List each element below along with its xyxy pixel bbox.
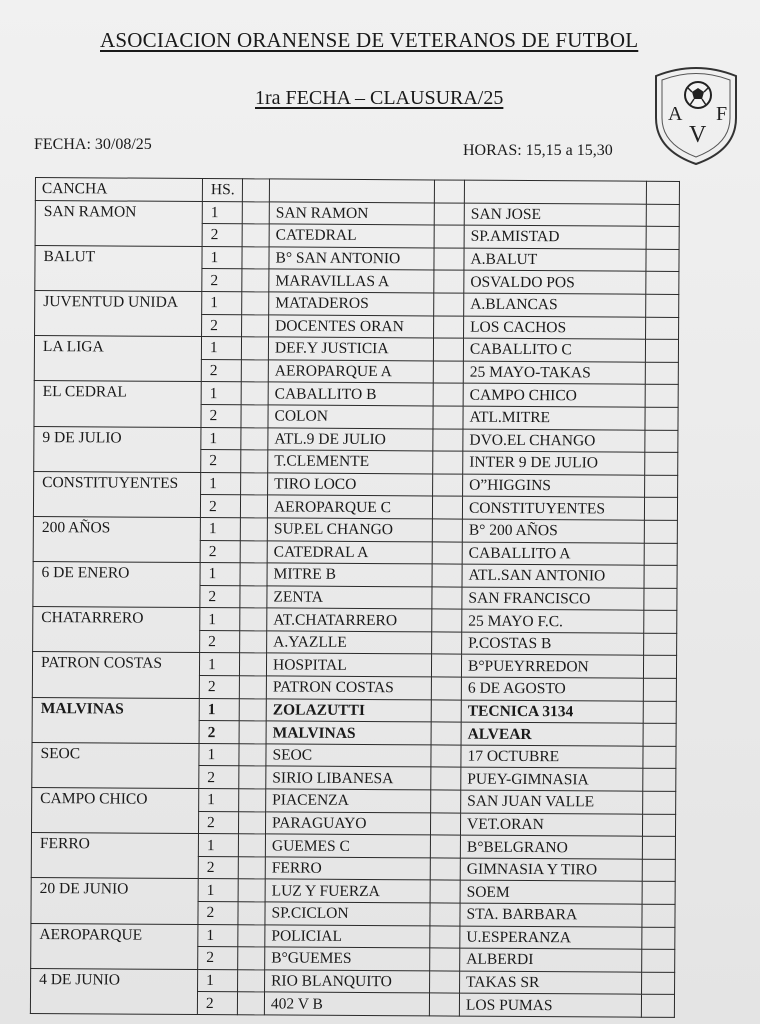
blank-cell <box>644 520 677 543</box>
blank-cell <box>241 450 268 473</box>
away-team-cell: P.COSTAS B <box>462 632 644 656</box>
blank-cell <box>238 924 265 947</box>
blank-cell <box>644 611 677 634</box>
afv-logo <box>648 58 744 168</box>
venue-cell: AEROPARQUE <box>31 923 198 969</box>
blank-cell <box>434 180 464 203</box>
blank-cell <box>642 927 675 950</box>
soccer-ball-icon <box>685 82 711 108</box>
blank-cell <box>643 769 676 792</box>
blank-cell <box>430 948 460 971</box>
away-team-cell: INTER 9 DE JULIO <box>463 451 645 475</box>
home-team-cell: AEROPARQUE C <box>267 495 432 519</box>
blank-cell <box>241 405 268 428</box>
home-team-cell: CABALLITO B <box>268 382 433 406</box>
blank-cell <box>432 519 462 542</box>
document-title: ASOCIACION ORANENSE DE VETERANOS DE FUTBOL <box>100 28 639 52</box>
blank-cell <box>464 180 646 204</box>
hour-cell: 2 <box>202 314 242 337</box>
hour-cell: 1 <box>199 653 239 676</box>
hour-cell: 2 <box>202 224 242 247</box>
home-team-cell: B°GUEMES <box>265 947 430 971</box>
venue-cell: 4 DE JUNIO <box>30 968 197 1014</box>
hour-cell: 1 <box>200 563 240 586</box>
blank-cell <box>645 362 678 385</box>
table-row <box>33 607 677 634</box>
blank-cell <box>644 633 677 656</box>
hour-cell: 2 <box>198 947 238 970</box>
blank-cell <box>644 565 677 588</box>
blank-cell <box>241 337 268 360</box>
blank-cell <box>431 767 461 790</box>
home-team-cell: FERRO <box>265 857 430 881</box>
away-team-cell: LOS CACHOS <box>464 316 646 340</box>
home-team-cell: ATL.9 DE JULIO <box>268 427 433 451</box>
blank-cell <box>642 859 675 882</box>
away-team-cell: ATL.MITRE <box>463 406 645 430</box>
away-team-cell: SAN JUAN VALLE <box>461 790 643 814</box>
away-team-cell: B°PUEYRREDON <box>461 655 643 679</box>
match-date: FECHA: 30/08/25 <box>34 136 152 153</box>
home-team-cell: CATEDRAL <box>269 224 434 248</box>
table-row <box>31 833 675 860</box>
blank-cell <box>643 791 676 814</box>
blank-cell <box>433 361 463 384</box>
away-team-cell: SOEM <box>460 881 642 905</box>
blank-cell <box>432 496 462 519</box>
blank-cell <box>646 249 679 272</box>
table-row <box>33 562 677 589</box>
blank-cell <box>645 407 678 430</box>
table-row <box>35 290 679 317</box>
venue-cell: BALUT <box>35 245 202 291</box>
venue-cell: 20 DE JUNIO <box>31 878 198 924</box>
home-team-cell: SP.CICLON <box>265 902 430 926</box>
home-team-cell: SEOC <box>266 744 431 768</box>
home-team-cell: B° SAN ANTONIO <box>269 247 434 271</box>
hour-cell: 1 <box>200 517 240 540</box>
blank-cell <box>242 314 269 337</box>
hour-cell: 2 <box>201 359 241 382</box>
table-row <box>33 516 677 543</box>
venue-cell: SEOC <box>32 742 199 788</box>
hour-cell: 2 <box>198 902 238 925</box>
blank-cell <box>239 766 266 789</box>
blank-cell <box>431 677 461 700</box>
blank-cell <box>239 721 266 744</box>
blank-cell <box>646 204 679 227</box>
blank-cell <box>239 789 266 812</box>
home-team-cell: ZOLAZUTTI <box>266 699 431 723</box>
blank-cell <box>429 993 459 1016</box>
home-team-cell: MARAVILLAS A <box>269 269 434 293</box>
home-team-cell: CATEDRAL A <box>267 540 432 564</box>
blank-cell <box>642 836 675 859</box>
table-row <box>35 245 679 272</box>
blank-cell <box>242 247 269 270</box>
hour-cell: 2 <box>199 766 239 789</box>
blank-cell <box>240 518 267 541</box>
blank-cell <box>645 339 678 362</box>
home-team-cell: A.YAZLLE <box>267 631 432 655</box>
hour-cell: 2 <box>200 585 240 608</box>
home-team-cell: T.CLEMENTE <box>268 450 433 474</box>
table-row <box>32 742 676 769</box>
blank-cell <box>434 316 464 339</box>
away-team-cell: 25 MAYO-TAKAS <box>463 361 645 385</box>
table-row <box>31 923 675 950</box>
hour-cell: 1 <box>202 201 242 224</box>
blank-cell <box>641 995 674 1018</box>
venue-cell: CAMPO CHICO <box>31 788 198 834</box>
venue-cell: LA LIGA <box>34 336 201 382</box>
venue-cell: EL CEDRAL <box>34 381 201 427</box>
logo-letter-a: A <box>668 103 683 125</box>
home-team-cell: MITRE B <box>267 563 432 587</box>
blank-cell <box>241 427 268 450</box>
hour-cell: 2 <box>200 630 240 653</box>
home-team-cell: POLICIAL <box>265 925 430 949</box>
blank-cell <box>431 722 461 745</box>
home-team-cell: 402 V B <box>264 992 429 1016</box>
blank-cell <box>240 563 267 586</box>
hour-cell: 1 <box>202 246 242 269</box>
away-team-cell: 17 OCTUBRE <box>461 745 643 769</box>
blank-cell <box>430 903 460 926</box>
away-team-cell: A.BALUT <box>464 248 646 272</box>
venue-cell: FERRO <box>31 833 198 879</box>
away-team-cell: ALBERDI <box>460 948 642 972</box>
home-team-cell: SAN RAMON <box>269 202 434 226</box>
home-team-cell: SUP.EL CHANGO <box>267 518 432 542</box>
blank-cell <box>643 656 676 679</box>
header-cancha: CANCHA <box>35 178 202 202</box>
blank-cell <box>242 269 269 292</box>
blank-cell <box>645 452 678 475</box>
blank-cell <box>433 474 463 497</box>
blank-cell <box>433 383 463 406</box>
blank-cell <box>239 744 266 767</box>
blank-cell <box>240 585 267 608</box>
away-team-cell: LOS PUMAS <box>459 993 641 1017</box>
venue-cell: CHATARRERO <box>33 607 200 653</box>
blank-cell <box>646 294 679 317</box>
blank-cell <box>240 608 267 631</box>
away-team-cell: SP.AMISTAD <box>464 225 646 249</box>
blank-cell <box>646 181 679 204</box>
blank-cell <box>242 179 269 202</box>
table-row <box>35 200 679 227</box>
venue-cell: SAN RAMON <box>35 200 202 246</box>
hour-cell: 2 <box>198 811 238 834</box>
hour-cell: 1 <box>199 743 239 766</box>
blank-cell <box>434 248 464 271</box>
blank-cell <box>642 814 675 837</box>
blank-cell <box>646 317 679 340</box>
home-team-cell: COLON <box>268 405 433 429</box>
hour-cell: 1 <box>199 789 239 812</box>
venue-cell: MALVINAS <box>32 697 199 743</box>
away-team-cell: A.BLANCAS <box>464 293 646 317</box>
table-row <box>34 381 678 408</box>
blank-cell <box>645 430 678 453</box>
away-team-cell: VET.ORAN <box>460 813 642 837</box>
blank-cell <box>643 746 676 769</box>
away-team-cell: SAN JOSE <box>464 203 646 227</box>
blank-cell <box>643 678 676 701</box>
blank-cell <box>240 495 267 518</box>
home-team-cell: PIACENZA <box>266 789 431 813</box>
blank-cell <box>238 811 265 834</box>
away-team-cell: O”HIGGINS <box>463 474 645 498</box>
away-team-cell: B°BELGRANO <box>460 835 642 859</box>
blank-cell <box>645 385 678 408</box>
venue-cell: 6 DE ENERO <box>33 562 200 608</box>
blank-cell <box>238 834 265 857</box>
away-team-cell: 25 MAYO F.C. <box>462 609 644 633</box>
hour-cell: 1 <box>202 291 242 314</box>
away-team-cell: CAMPO CHICO <box>463 383 645 407</box>
home-team-cell: DOCENTES ORAN <box>269 314 434 338</box>
table-row <box>34 336 678 363</box>
away-team-cell: ALVEAR <box>461 722 643 746</box>
blank-cell <box>646 272 679 295</box>
blank-cell <box>644 543 677 566</box>
blank-cell <box>238 970 265 993</box>
blank-cell <box>646 226 679 249</box>
away-team-cell: OSVALDO POS <box>464 270 646 294</box>
away-team-cell: CONSTITUYENTES <box>462 496 644 520</box>
away-team-cell: TAKAS SR <box>460 971 642 995</box>
blank-cell <box>241 382 268 405</box>
blank-cell <box>644 498 677 521</box>
away-team-cell: B° 200 AÑOS <box>462 519 644 543</box>
blank-cell <box>242 201 269 224</box>
blank-cell <box>430 813 460 836</box>
blank-cell <box>432 541 462 564</box>
blank-cell <box>242 224 269 247</box>
hour-cell: 2 <box>200 495 240 518</box>
hour-cell: 1 <box>198 924 238 947</box>
blank-cell <box>642 882 675 905</box>
blank-cell <box>643 723 676 746</box>
home-team-cell: GUEMES C <box>265 834 430 858</box>
blank-cell <box>241 472 268 495</box>
home-team-cell: PATRON COSTAS <box>266 676 431 700</box>
blank-cell <box>238 902 265 925</box>
home-team-cell: ZENTA <box>267 586 432 610</box>
hour-cell: 1 <box>201 427 241 450</box>
away-team-cell: TECNICA 3134 <box>461 700 643 724</box>
blank-cell <box>430 880 460 903</box>
away-team-cell: SAN FRANCISCO <box>462 587 644 611</box>
match-hours: HORAS: 15,15 a 15,30 <box>463 142 613 159</box>
hour-cell: 2 <box>198 856 238 879</box>
home-team-cell: PARAGUAYO <box>265 812 430 836</box>
away-team-cell: GIMNASIA Y TIRO <box>460 858 642 882</box>
blank-cell <box>238 947 265 970</box>
venue-cell: 200 AÑOS <box>33 516 200 562</box>
home-team-cell: MALVINAS <box>266 721 431 745</box>
blank-cell <box>430 858 460 881</box>
blank-cell <box>642 904 675 927</box>
hour-cell: 2 <box>197 992 237 1015</box>
venue-cell: PATRON COSTAS <box>32 652 199 698</box>
away-team-cell: STA. BARBARA <box>460 903 642 927</box>
hour-cell: 1 <box>201 337 241 360</box>
blank-cell <box>430 835 460 858</box>
home-team-cell: RIO BLANQUITO <box>265 970 430 994</box>
blank-cell <box>432 609 462 632</box>
venue-cell: JUVENTUD UNIDA <box>35 290 202 336</box>
blank-cell <box>240 631 267 654</box>
blank-cell <box>269 179 434 203</box>
blank-cell <box>430 971 460 994</box>
blank-cell <box>238 879 265 902</box>
blank-cell <box>431 654 461 677</box>
hour-cell: 1 <box>200 608 240 631</box>
table-row <box>34 471 678 498</box>
document-subtitle: 1ra FECHA – CLAUSURA/25 <box>255 87 504 109</box>
hour-cell: 2 <box>199 721 239 744</box>
blank-cell <box>642 972 675 995</box>
blank-cell <box>645 475 678 498</box>
hour-cell: 1 <box>198 879 238 902</box>
blank-cell <box>433 406 463 429</box>
table-row <box>32 652 676 679</box>
blank-cell <box>431 790 461 813</box>
hour-cell: 2 <box>202 269 242 292</box>
fixture-table <box>30 177 680 1018</box>
hour-cell: 1 <box>199 698 239 721</box>
blank-cell <box>644 588 677 611</box>
table-row <box>32 788 676 815</box>
blank-cell <box>434 293 464 316</box>
away-team-cell: U.ESPERANZA <box>460 926 642 950</box>
blank-cell <box>434 203 464 226</box>
home-team-cell: AEROPARQUE A <box>268 360 433 384</box>
blank-cell <box>239 698 266 721</box>
venue-cell: 9 DE JULIO <box>34 426 201 472</box>
hour-cell: 2 <box>199 676 239 699</box>
blank-cell <box>434 270 464 293</box>
blank-cell <box>643 701 676 724</box>
table-row <box>34 426 678 453</box>
venue-cell: CONSTITUYENTES <box>33 471 200 517</box>
blank-cell <box>432 587 462 610</box>
blank-cell <box>240 540 267 563</box>
blank-cell <box>433 451 463 474</box>
blank-cell <box>433 428 463 451</box>
home-team-cell: MATADEROS <box>269 292 434 316</box>
away-team-cell: CABALLITO C <box>463 338 645 362</box>
blank-cell <box>239 676 266 699</box>
hour-cell: 1 <box>201 472 241 495</box>
hour-cell: 2 <box>200 540 240 563</box>
blank-cell <box>242 292 269 315</box>
home-team-cell: AT.CHATARRERO <box>267 608 432 632</box>
table-row <box>32 697 676 724</box>
blank-cell <box>237 992 264 1015</box>
blank-cell <box>431 745 461 768</box>
hour-cell: 1 <box>198 969 238 992</box>
fixture-table-body <box>30 178 679 1018</box>
away-team-cell: ATL.SAN ANTONIO <box>462 564 644 588</box>
away-team-cell: 6 DE AGOSTO <box>461 677 643 701</box>
home-team-cell: TIRO LOCO <box>268 473 433 497</box>
table-row <box>31 968 675 995</box>
hour-cell: 2 <box>201 450 241 473</box>
blank-cell <box>433 338 463 361</box>
blank-cell <box>431 700 461 723</box>
home-team-cell: SIRIO LIBANESA <box>266 766 431 790</box>
hour-cell: 1 <box>201 382 241 405</box>
table-row <box>31 878 675 905</box>
blank-cell <box>434 225 464 248</box>
logo-letter-f: F <box>716 103 728 125</box>
away-team-cell: DVO.EL CHANGO <box>463 429 645 453</box>
away-team-cell: CABALLITO A <box>462 542 644 566</box>
home-team-cell: HOSPITAL <box>266 653 431 677</box>
blank-cell <box>241 360 268 383</box>
hour-cell: 1 <box>198 834 238 857</box>
blank-cell <box>642 949 675 972</box>
blank-cell <box>430 926 460 949</box>
header-hs: HS. <box>202 179 242 202</box>
blank-cell <box>239 653 266 676</box>
home-team-cell: LUZ Y FUERZA <box>265 879 430 903</box>
hour-cell: 2 <box>201 404 241 427</box>
blank-cell <box>432 632 462 655</box>
home-team-cell: DEF.Y JUSTICIA <box>268 337 433 361</box>
away-team-cell: PUEY-GIMNASIA <box>461 768 643 792</box>
blank-cell <box>238 857 265 880</box>
logo-letter-v: V <box>689 122 707 148</box>
blank-cell <box>432 564 462 587</box>
